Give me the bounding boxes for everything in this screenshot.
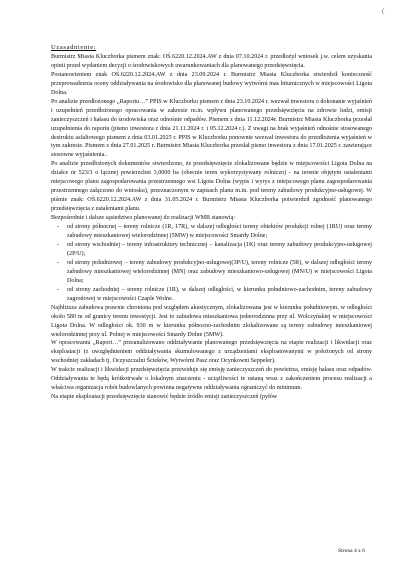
list-item: - od strony południowej – tereny zabudowy produkcyjno-usługowej(3P/U), tereny rolnicze (5R), w dalszej odległości tereny zabudowy mieszkaniowej wielorodzinnej (MN) oraz zabudowy mieszkaniowo-usługowej (MN/U) w miejscowości Ligota Dolna; (51, 259, 372, 286)
corner-mark: ( (382, 7, 385, 15)
list-item: - od strony wschodniej – tereny infrastruktury technicznej – kanalizacja (1K) oraz tereny zabudowy produkcyjno-usługowej (2P/U); (51, 241, 372, 259)
paragraph-4: Po analizie przedłożonych dokumentów stwierdzono, że przedsięwzięcie zlokalizowane będzie w miejscowości Ligota Dolna na działce nr 523/3 o łącznej powierzchni 3,0000 ha (obecnie teren wykorzystywany rolniczo) - na terenie objętym ustaleniami miejscowego planu zagospodarowania przestrzennego wsi Ligota Dolna (wypis i wyrys z miejscowego planu zagospodarowania przestrzennego załączono do wniosku), przeznaczonym w zapisach planu m.in. pod tereny zabudowy produkcyjno-usługowej. W piśmie znak: OŚ.6220.12.2024.AW z dnia 31.05.2024 r. Burmistrz Miasta Kluczborka potwierdził zgodność planowanego przedsięwzięcia z ustaleniami planu. (51, 161, 372, 213)
page-number: Strona 4 z 6 (338, 548, 365, 554)
paragraph-9: Na etapie eksploatacji przedsięwzięcie stanowić będzie źródło emisji zanieczyszczeń (pyłów (51, 394, 278, 401)
paragraph-1: Burmistrz Miasta Kluczborka pismem znak: OŚ.6220.12.2024.AW z dnia 07.10.2024 r. przedłożył wniosek j.w. celem uzyskania opinii przed wydaniem decyzji o środowiskowych uwarunkowaniach dla planowanego przedsięwzięcia. (51, 53, 372, 69)
document-body (51, 44, 372, 402)
list-item: - od strony północnej – tereny rolnicze (1R, 17R), w dalszej odległości tereny obiektów produkcji rolnej (1RU) oraz tereny zabudowy mieszkaniowej wielorodzinnej (5MW) w miejscowości Smardy Dolne; (51, 223, 372, 241)
paragraph-3: Po analizie przedłożonego „Raportu…” PPIS w Kluczborku pismem z dnia 23.10.2024 r. wezwał inwestora o dokonanie wyjaśnień i uzupełnień przedłożonego opracowania w zakresie m.in. wpływu planowanego przedsięwzięcia na zdrowie ludzi, emisji zanieczyszczeń i hałasu do środowiska oraz odnośnie odpadów. Pismem z dnia 11.12.2024r. Burmistrz Miasta Kluczborka przesłał uzupełnienia do raportu (pismo inwestora z dnia 21.11.2024 r. i 05.12.2024 r.). Z uwagi na brak wyjaśnień odnośnie stosowanego destruktu asfaltowego pismem z dnia 03.01.2025 r. PPIS w Kluczborku ponownie wezwał inwestora do przedłożenia wyjaśnień w tym zakresie. Pismem z dnia 27.01.2025 r. Burmistrz Miasta Kluczborka przesłał pismo inwestora z dnia 17.01.2025 r. zawierające stosowne wyjaśnienia.. (51, 98, 372, 159)
paragraph-8: W trakcie realizacji i likwidacji przedsięwzięcia przewiduje się emisję zanieczyszczeń do powietrza, emisję hałasu oraz odpadów. Oddziaływania te będą krótkotrwałe o lokalnym znaczeniu - uciążliwości te ustaną wraz z zakończeniem procesu realizacji a właściwa organizacja robót budowlanych powinna negatywne oddziaływania ograniczyć do minimum. (51, 367, 372, 392)
paragraph-2: Postanowieniem znak OŚ.6220.12.2024.AW z dnia 23.09.2024 r. Burmistrz Miasta Kluczborka stwierdził konieczność przeprowadzenia oceny oddziaływania na środowisko dla planowanej budowy wytwórni mas bitumicznych w miejscowości Ligota Dolna. (51, 71, 372, 96)
paragraph-7: W opracowaniu „Raport…” przeanalizowano oddziaływanie planowanego przedsięwzięcia na etapie realizacji i likwidacji oraz eksploatacji (z uwzględnieniem oddziaływania skumulowanego z urządzeniami eksploatowanymi w położonych od strony wschodniej zakładach tj. Oczyszczalni Ścieków, Wytwórni Pasz oraz Ocynkowni Seppeler). (51, 340, 372, 365)
paragraph-6: Najbliższa zabudowa prawnie chroniona pod względem akustycznym, zlokalizowana jest w kierunku południowym, w odległości około 580 m od granicy terenu inwestycji. Jest to zabudowa mieszkaniowa jednorodzinna przy ul. Wolczyńskiej w miejscowości Ligota Dolna. W odległości ok. 930 m w kierunku północno-zachodnim zlokalizowane są tereny zabudowy mieszkaniowej wielorodzinnej przy ul. Polnej w miejscowości Smardy Dolne (5MW). (51, 304, 372, 338)
neighbourhood-list (51, 223, 372, 304)
section-heading: Uzasadnienie: (51, 44, 97, 51)
list-item: - od strony zachodniej – tereny rolnicze (1R), w dalszej odległości, w kierunku południowo-zachodnim, tereny zabudowy zagrodowej w miejscowości Czaple Wolne. (51, 286, 372, 304)
paragraph-5: Bezpośrednie i dalsze sąsiedztwo planowanej do realizacji WMB stanowią: (51, 215, 235, 222)
